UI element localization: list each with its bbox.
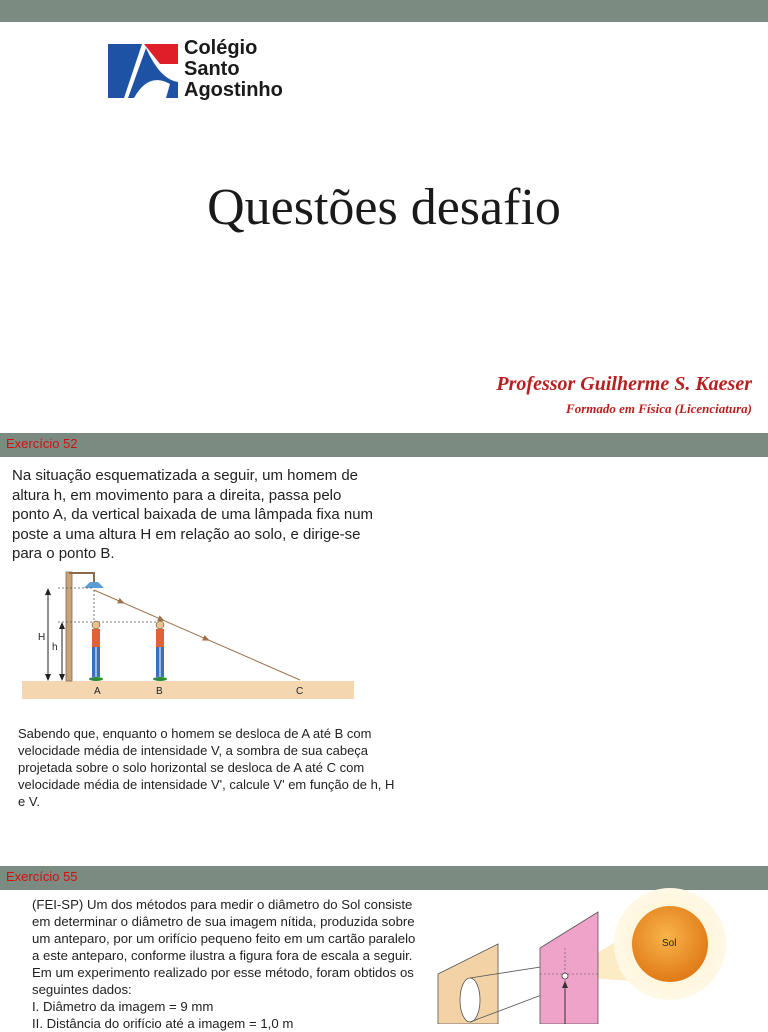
logo-emblem-icon: [104, 40, 180, 102]
sun-label: Sol: [662, 938, 677, 949]
page-title: Questões desafio: [207, 179, 561, 236]
lamp-arm: [69, 573, 94, 582]
label-h: h: [52, 642, 58, 653]
top-bar: [0, 0, 768, 22]
lamp-shadow-diagram: [18, 568, 358, 700]
pinhole: [562, 973, 568, 979]
logo-line-3: Agostinho: [184, 79, 283, 101]
exercise-52-question: Na situação esquematizada a seguir, um homem de altura h, em movimento para a direita, passa pelo ponto A, da vertical baixada de uma lâmpada fixa num poste a uma altura H em relação ao solo, e dirige-se para o ponto B.: [12, 467, 374, 562]
point-C-label: C: [296, 686, 304, 697]
lamp-icon: [84, 582, 104, 588]
point-B-label: B: [156, 686, 163, 697]
exercise-52-header-bar: [0, 433, 768, 457]
exercise-52-header: Exercício 52: [6, 436, 78, 451]
logo-line-2: Santo: [184, 58, 240, 80]
pinhole-sun-diagram: [430, 888, 766, 1024]
logo-text: [184, 38, 283, 101]
point-A-label: A: [94, 686, 101, 697]
pinhole-card: [540, 912, 598, 1024]
school-logo: [104, 38, 314, 104]
exercise-55-data-1: I. Diâmetro da imagem = 9 mm: [32, 999, 214, 1014]
professor-name: Professor Guilherme S. Kaeser: [496, 373, 752, 395]
image-cylinder: [460, 978, 480, 1022]
exercise-55-data-2: II. Distância do orifício até a imagem = 1,0 m: [32, 1016, 294, 1031]
ground: [22, 681, 354, 699]
man-at-B-icon: [153, 621, 167, 681]
exercise-55-text: (FEI-SP) Um dos métodos para medir o diâmetro do Sol consiste em determinar o diâmetro de sua imagem nítida, produzida sobre um anteparo, por um orifício pequeno feito em um cartão paralelo a este anteparo, conforme ilustra a figura fora de escala a seguir. Em um experimento realizado por esse método, foram obtidos os seguintes dados:: [32, 897, 416, 997]
light-ray: [94, 590, 300, 680]
exercise-55-header-bar: [0, 866, 768, 890]
logo-line-1: Colégio: [184, 37, 258, 59]
exercise-55-question: [32, 896, 424, 1032]
exercise-52-prompt: Sabendo que, enquanto o homem se desloca de A até B com velocidade média de intensidade V, a sombra de sua cabeça projetada sobre o solo horizontal se desloca de A até C com velocidade média de intensidade V', calcule V' em função de h, H e V.: [18, 726, 395, 809]
exercise-55-header: Exercício 55: [6, 869, 78, 884]
professor-credentials: Formado em Física (Licenciatura): [566, 401, 752, 416]
label-H: H: [38, 632, 46, 643]
man-at-A-icon: [89, 621, 103, 681]
